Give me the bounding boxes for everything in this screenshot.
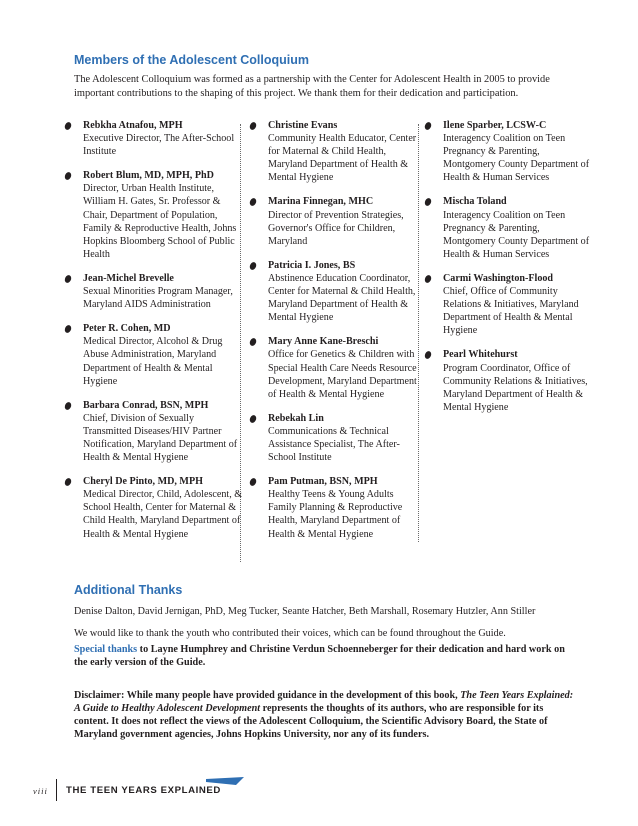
bullet-icon: [64, 477, 73, 487]
bullet-icon: [249, 198, 258, 208]
member-entry: [424, 348, 592, 413]
member-entry: [249, 475, 417, 540]
member-entry: [249, 259, 417, 324]
member-name: Mischa Toland: [443, 196, 507, 208]
thanks-names: Denise Dalton, David Jernigan, PhD, Meg Tucker, Seante Hatcher, Beth Marshall, Rosemary Hutzler, Ann Stiller: [74, 606, 536, 617]
members-column-1: [64, 119, 244, 552]
bullet-icon: [64, 171, 73, 181]
member-entry: [424, 195, 592, 260]
disclaimer-body: represents the thoughts of its authors, who are responsible for its content. It does not reflect the views of the Adolescent Colloquium, the Scientific Advisory Board, the State of Maryland government agencies, Johns Hopkins University, nor any of its funders.: [74, 703, 548, 740]
member-entry: [424, 272, 592, 337]
additional-thanks-title: Additional Thanks: [74, 583, 183, 597]
bullet-icon: [64, 121, 73, 131]
bullet-icon: [424, 121, 433, 131]
member-entry: [249, 195, 417, 247]
member-role: Interagency Coalition on Teen Pregnancy & Parenting, Montgomery County Department of Health & Human Services: [443, 133, 590, 184]
member-entry: [64, 322, 244, 387]
member-name: Jean-Michel Brevelle: [83, 272, 174, 284]
member-name: Barbara Conrad, BSN, MPH: [83, 399, 209, 411]
bullet-icon: [249, 477, 258, 487]
member-role: Director of Prevention Strategies, Governor's Office for Children, Maryland: [268, 209, 404, 247]
member-role: Community Health Educator, Center for Maternal & Child Health, Maryland Department of Health & Mental Hygiene: [268, 133, 417, 184]
disclaimer-book-title: The Teen Years Explained: A Guide to Healthy Adolescent Development: [74, 690, 574, 714]
member-role: Medical Director, Alcohol & Drug Abuse Administration, Maryland Department of Health & Mental Hygiene: [83, 336, 223, 387]
member-role: Healthy Teens & Young Adults Family Planning & Reproductive Health, Maryland Department of Health & Mental Hygiene: [268, 489, 403, 540]
disclaimer: [74, 689, 574, 741]
member-entry: [64, 475, 244, 540]
members-column-2: [249, 119, 417, 552]
member-role: Medical Director, Child, Adolescent, & School Health, Center for Maternal & Child Health, Maryland Department of Health & Mental Hygiene: [83, 489, 243, 540]
member-entry: [249, 412, 417, 464]
bullet-icon: [424, 198, 433, 208]
bullet-icon: [249, 414, 258, 424]
member-name: Mary Anne Kane-Breschi: [268, 336, 379, 348]
member-name: Carmi Washington-Flood: [443, 272, 554, 284]
member-entry: [249, 335, 417, 400]
bullet-icon: [64, 274, 73, 284]
special-thanks: [74, 643, 574, 669]
page-number: viii: [33, 786, 48, 796]
member-entry: [249, 119, 417, 184]
member-role: Executive Director, The After-School Institute: [83, 133, 235, 158]
member-role: Abstinence Education Coordinator, Center for Maternal & Child Health, Maryland Department of Health & Mental Hygiene: [268, 272, 416, 324]
bullet-icon: [424, 274, 433, 284]
members-list: [0, 119, 638, 569]
bullet-icon: [424, 351, 433, 361]
member-name: Patricia I. Jones, BS: [268, 259, 356, 271]
member-role: Director, Urban Health Institute, William H. Gates, Sr. Professor & Chair, Department of Population, Family & Reproductive Health, Johns Hopkins Bloomberg School of Public Health: [83, 183, 237, 260]
member-name: Rebekah Lin: [268, 412, 324, 424]
member-role: Chief, Office of Community Relations & Initiatives, Maryland Department of Health & Mental Hygiene: [443, 286, 579, 337]
members-column-3: [424, 119, 592, 425]
special-thanks-lead: Special thanks: [74, 644, 138, 655]
member-role: Chief, Division of Sexually Transmitted Diseases/HIV Partner Notification, Maryland Department of Health & Mental Hygiene: [83, 412, 238, 464]
member-role: Office for Genetics & Children with Special Health Care Needs Resource Development, Maryland Department of Health & Mental Hygiene: [268, 349, 417, 400]
member-name: Pam Putman, BSN, MPH: [268, 476, 378, 488]
members-section-title: Members of the Adolescent Colloquium: [74, 53, 309, 67]
member-name: Pearl Whitehurst: [443, 349, 518, 361]
member-name: Peter R. Cohen, MD: [83, 323, 171, 335]
member-entry: [64, 272, 244, 311]
intro-paragraph: The Adolescent Colloquium was formed as a partnership with the Center for Adolescent Health in 2005 to provide important contributions to the shaping of this project. We thank them for their dedication and participation.: [74, 74, 550, 99]
bullet-icon: [249, 261, 258, 271]
member-role: Interagency Coalition on Teen Pregnancy & Parenting, Montgomery County Department of Health & Human Services: [443, 209, 590, 260]
member-name: Robert Blum, MD, MPH, PhD: [83, 170, 214, 182]
special-thanks-text: to Layne Humphrey and Christine Verdun Schoenneberger for their dedication and hard work on the early version of the Guide.: [74, 644, 565, 668]
member-entry: [424, 119, 592, 184]
member-role: Program Coordinator, Office of Community Relations & Initiatives, Maryland Department of Health & Mental Hygiene: [443, 362, 588, 413]
footer-divider: [56, 779, 57, 801]
thanks-youth: We would like to thank the youth who contributed their voices, which can be found throughout the Guide.: [74, 628, 506, 639]
member-name: Ilene Sparber, LCSW-C: [443, 120, 547, 131]
member-name: Cheryl De Pinto, MD, MPH: [83, 476, 203, 488]
bullet-icon: [249, 121, 258, 131]
member-name: Rebkha Atnafou, MPH: [83, 120, 183, 131]
bullet-icon: [249, 337, 258, 347]
member-name: Marina Finnegan, MHC: [268, 196, 374, 208]
bullet-icon: [64, 401, 73, 411]
member-entry: [64, 399, 244, 464]
bullet-icon: [64, 324, 73, 334]
member-role: Communications & Technical Assistance Specialist, The After-School Institute: [268, 425, 400, 464]
member-entry: [64, 169, 244, 261]
footer-accent-mark: [206, 777, 244, 785]
member-name: Christine Evans: [268, 120, 338, 131]
member-role: Sexual Minorities Program Manager, Maryland AIDS Administration: [83, 286, 233, 311]
member-entry: [64, 119, 244, 158]
running-footer-title: THE TEEN YEARS EXPLAINED: [66, 785, 221, 796]
disclaimer-intro: Disclaimer: While many people have provided guidance in the development of this book,: [74, 690, 461, 701]
